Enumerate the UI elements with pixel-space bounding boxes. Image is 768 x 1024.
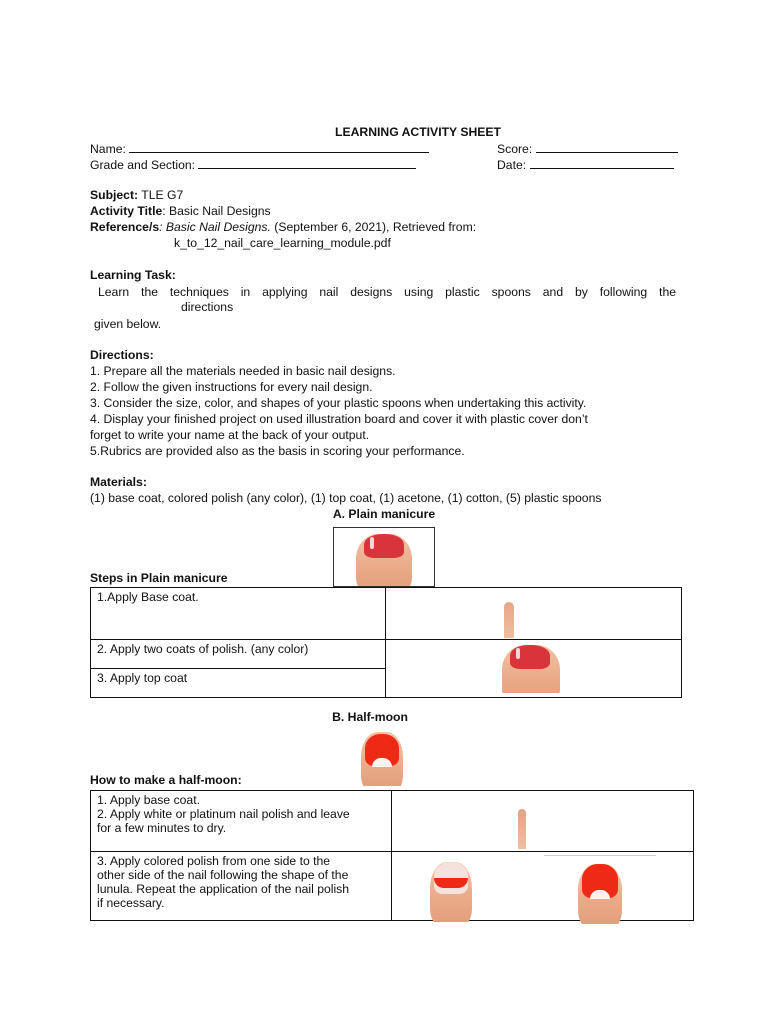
image-border-line [544,855,656,856]
half-moon-partial-image [412,856,488,922]
subject-value: TLE G7 [141,188,184,202]
grade-label: Grade and Section: [90,158,196,172]
reference-rest: (September 6, 2021), Retrieved from: [274,220,477,234]
half-moon-step3-cell [91,852,392,921]
half-moon-step3-cont: other side of the nail following the shape of the [97,868,349,882]
white-lunula-illustration [372,758,392,767]
score-field [497,141,678,156]
red-stripe-illustration [434,878,468,888]
plain-step3: 3. Apply top coat [97,671,188,685]
half-moon-step2-cont: for a few minutes to dry. [97,821,227,835]
plain-step23-image-cell [386,640,682,698]
plain-manicure-image [333,527,435,587]
half-moon-step12-cell [91,791,392,852]
half-moon-steps-table [90,790,694,921]
nail-shine [370,537,374,549]
table-row [91,852,694,921]
plain-step1-cell [91,588,386,640]
direction-item: 4. Display your finished project on used illustration board and cover it with plastic cover don’t [90,412,588,426]
plain-step2: 2. Apply two coats of polish. (any color) [97,642,309,656]
table-row [91,791,694,852]
learning-task-line3: given below. [94,317,162,331]
finger-polished-image [482,641,582,693]
half-moon-step3-image-cell [392,852,694,921]
half-moon-step12-image-cell [392,791,694,852]
half-moon-steps-heading: How to make a half-moon: [90,773,242,787]
name-label: Name: [90,142,126,156]
direction-item: 1. Prepare all the materials needed in basic nail designs. [90,364,396,378]
plain-manicure-heading: A. Plain manicure [332,507,436,521]
plain-step1: 1.Apply Base coat. [97,590,199,604]
directions-heading: Directions: [90,348,154,362]
half-moon-step2: 2. Apply white or platinum nail polish and leave [97,807,350,821]
materials-heading: Materials: [90,475,147,489]
reference-label: Reference/s [90,220,160,234]
activity-line [90,204,271,218]
half-moon-step3: 3. Apply colored polish from one side to the [97,854,331,868]
score-blank [536,141,678,153]
reference-file: k_to_12_nail_care_learning_module.pdf [174,236,391,250]
grade-blank [198,157,416,169]
half-moon-finished-image [562,858,638,924]
table-row [91,640,682,669]
name-field [90,141,429,156]
half-moon-step3-cont: if necessary. [97,896,165,910]
name-blank [129,141,429,153]
subject-line [90,188,183,202]
reference-title: : Basic Nail Designs. [159,220,271,234]
finger-base-coat-illustration [504,602,514,638]
date-blank [530,157,674,169]
direction-item: 5.Rubrics are provided also as the basis in scoring your performance. [90,444,465,458]
nail-shine [516,648,520,659]
plain-steps-table [90,587,682,698]
grade-field [90,157,416,172]
white-lunula-illustration [590,890,610,899]
half-moon-step3-cont: lunula. Repeat the application of the nail polish [97,882,350,896]
finger-base-coat-illustration [518,809,526,849]
plain-step3-cell [91,669,386,698]
date-field [497,157,674,172]
learning-task-line1: Learn the techniques in applying nail designs using plastic spoons and by following the [98,285,676,299]
plain-step2-cell [91,640,386,669]
direction-item: forget to write your name at the back of your output. [90,428,370,442]
half-moon-image [333,728,405,786]
materials-text: (1) base coat, colored polish (any color), (1) top coat, (1) acetone, (1) cotton, (5) plastic spoons [90,491,602,505]
table-row [91,588,682,640]
score-label: Score: [497,142,533,156]
learning-task-heading: Learning Task: [90,268,176,282]
plain-step1-image-cell [386,588,682,640]
direction-item: 2. Follow the given instructions for every nail design. [90,380,373,394]
direction-item: 3. Consider the size, color, and shapes of your plastic spoons when undertaking this activity. [90,396,587,410]
half-moon-step1: 1. Apply base coat. [97,793,200,807]
date-label: Date: [497,158,527,172]
reference-line [90,220,476,234]
plain-steps-heading: Steps in Plain manicure [90,571,228,585]
activity-label: Activity Title [90,204,163,218]
activity-value: : Basic Nail Designs [162,204,271,218]
half-moon-heading: B. Half-moon [332,710,408,724]
page-title: LEARNING ACTIVITY SHEET [335,125,501,139]
subject-label: Subject: [90,188,139,202]
learning-task-line2: directions [181,300,234,314]
